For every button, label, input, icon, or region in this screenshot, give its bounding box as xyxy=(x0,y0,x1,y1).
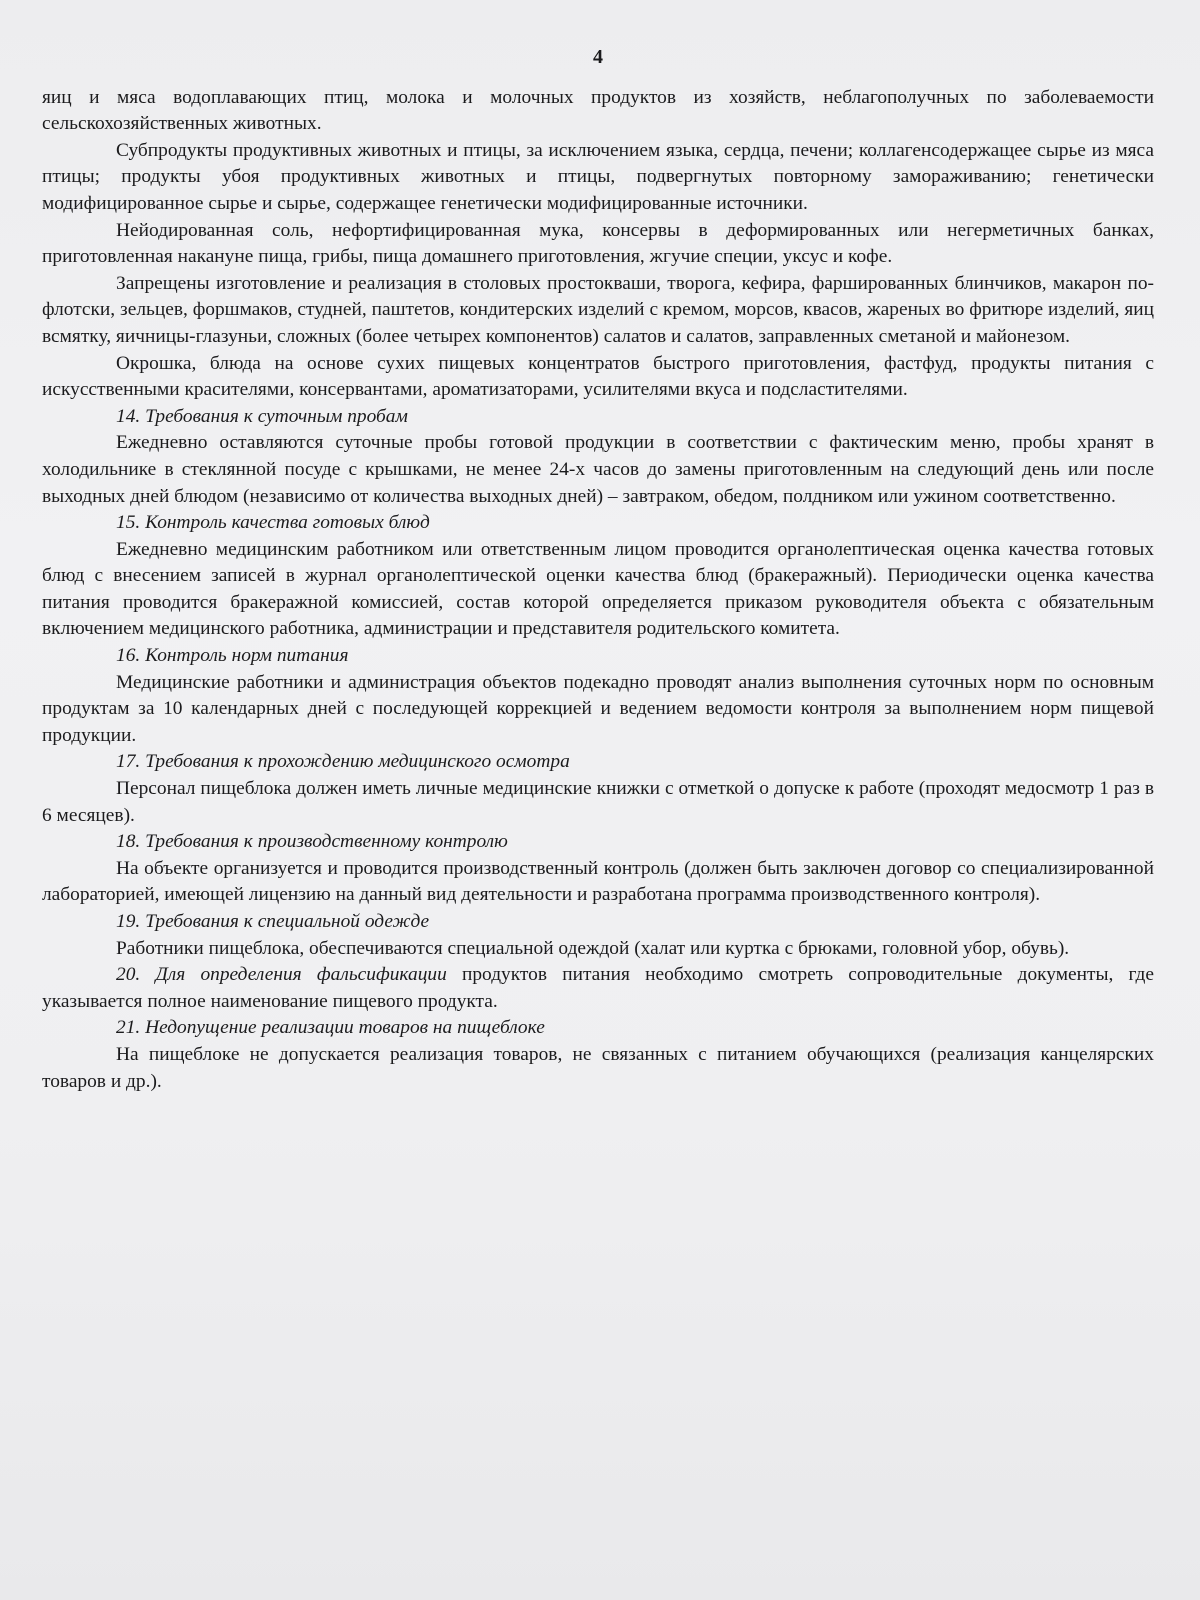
section-heading-17: 17. Требования к прохождению медицинского осмотра xyxy=(116,751,570,773)
section-body-20: продуктов питания необходимо смотреть сопроводительные документы, где указывается полное наименование пищевого продукта. xyxy=(42,964,1154,1012)
section-heading-18: 18. Требования к производственному контролю xyxy=(116,831,508,853)
paragraph-salt-flour: Нейодированная соль, нефортифицированная мука, консервы в деформированных или негерметичных банках, приготовленная накануне пища, грибы, пища домашнего приготовления, жгучие специи, уксус и кофе. xyxy=(42,219,1154,268)
paragraph-continuation: яиц и мяса водоплавающих птиц, молока и молочных продуктов из хозяйств, неблагополучных по заболеваемости сельскохозяйственных животных. xyxy=(42,86,1154,135)
section-heading-19: 19. Требования к специальной одежде xyxy=(116,911,430,932)
section-body-18: На объекте организуется и проводится производственный контроль (должен быть заключен договор со специализированной лабораторией, имеющей лицензию на данный вид деятельности и разработана программа производственного контроля). xyxy=(42,857,1154,906)
section-heading-16: 16. Контроль норм питания xyxy=(116,645,349,667)
section-heading-14: 14. Требования к суточным пробам xyxy=(116,405,408,427)
section-heading-15: 15. Контроль качества готовых блюд xyxy=(116,512,430,534)
section-20 xyxy=(42,962,1154,1015)
section-lead-20: 20. Для определения фальсификации xyxy=(116,964,447,986)
page-number: 4 xyxy=(593,46,603,68)
section-body-14: Ежедневно оставляются суточные пробы готовой продукции в соответствии с фактическим меню, пробы хранят в холодильнике в стеклянной посуде с крышками, не менее 24-х часов до замены приготовленным на следующий день или после выходных дней блюдом (независимо от количества выходных дней) – завтраком, обедом, полдником или ужином соответственно. xyxy=(42,432,1154,507)
section-body-19: Работники пищеблока, обеспечиваются специальной одеждой (халат или куртка с брюками, головной убор, обувь). xyxy=(116,937,1070,959)
section-heading-21: 21. Недопущение реализации товаров на пищеблоке xyxy=(116,1017,545,1039)
paragraph-okroshka: Окрошка, блюда на основе сухих пищевых концентратов быстрого приготовления, фастфуд, продукты питания с искусственными красителями, консервантами, ароматизаторами, усилителями вкуса и подсластителями. xyxy=(42,352,1154,401)
section-body-16: Медицинские работники и администрация объектов подекадно проводят анализ выполнения суточных норм по основным продуктам за 10 календарных дней с последующей коррекцией и ведением ведомости контроля за выполнением норм пищевой продукции. xyxy=(42,671,1154,746)
paragraph-offal: Субпродукты продуктивных животных и птицы, за исключением языка, сердца, печени; коллагенсодержащее сырье из мяса птицы; продукты убоя продуктивных животных и птицы, подвергнутых повторному замораживанию; генетически модифицированное сырье и сырье, содержащее генетически модифицированные источники. xyxy=(42,139,1154,214)
paragraph-prohibited-dishes: Запрещены изготовление и реализация в столовых простокваши, творога, кефира, фаршированных блинчиков, макарон по-флотски, зельцев, форшмаков, студней, паштетов, кондитерских изделий с кремом, морсов, квасов, жареных во фритюре изделий, яиц всмятку, яичницы-глазуньи, сложных (более четырех компонентов) салатов и салатов, заправленных сметаной и майонезом. xyxy=(42,272,1154,347)
section-body-17: Персонал пищеблока должен иметь личные медицинские книжки с отметкой о допуске к работе (проходят медосмотр 1 раз в 6 месяцев). xyxy=(42,778,1154,826)
section-body-21: На пищеблоке не допускается реализация товаров, не связанных с питанием обучающихся (реализация канцелярских товаров и др.). xyxy=(42,1043,1154,1092)
section-body-15: Ежедневно медицинским работником или ответственным лицом проводится органолептическая оценка качества готовых блюд с внесением записей в журнал органолептической оценки качества блюд (бракеражный). Периодически оценка качества питания проводится бракеражной комиссией, состав которой определяется приказом руководителя объекта с обязательным включением медицинского работника, администрации и представителя родительского комитета. xyxy=(42,538,1154,640)
